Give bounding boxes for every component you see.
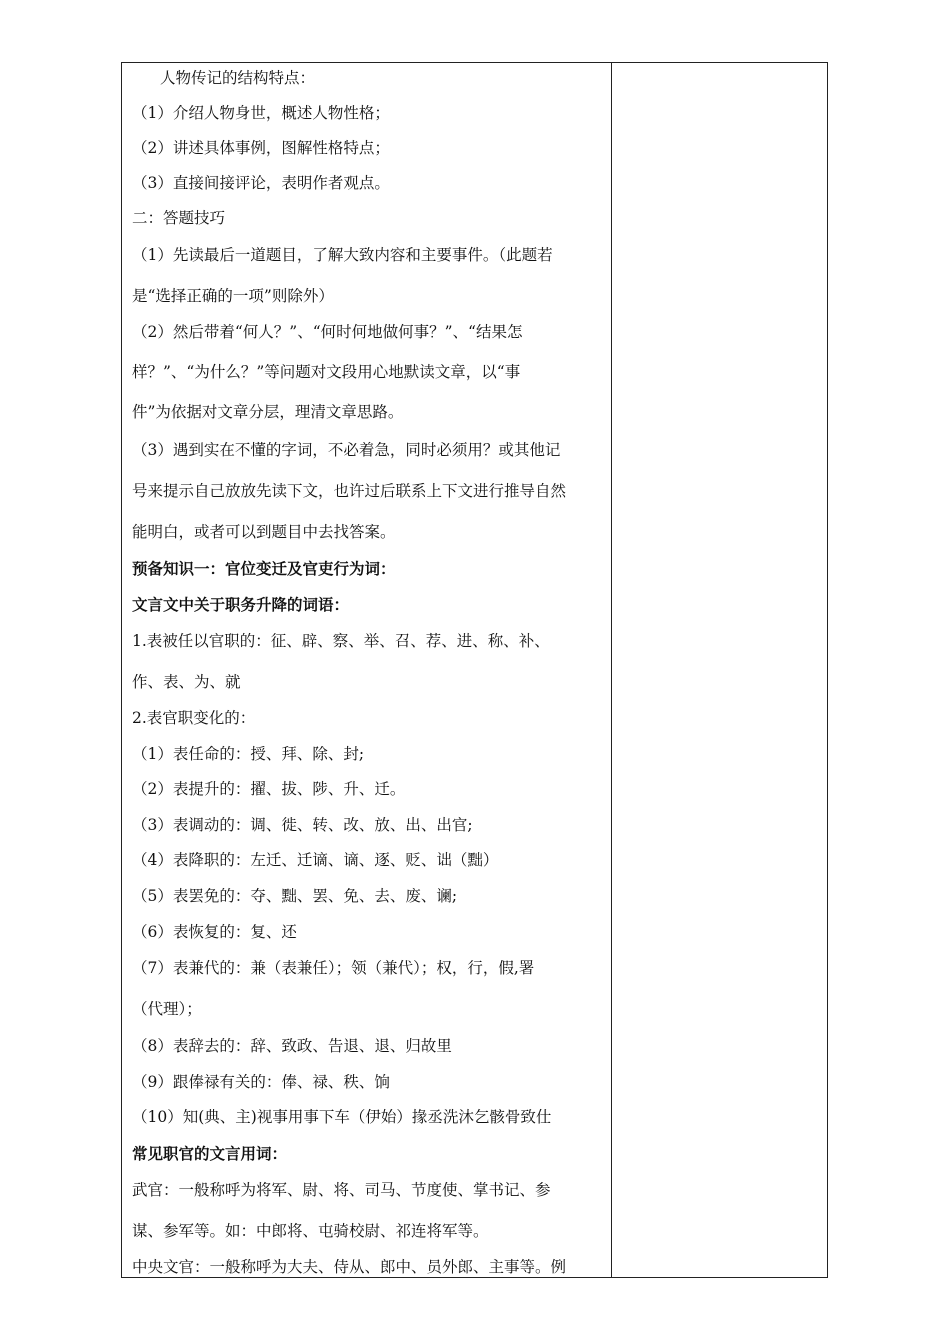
text-line: 中央文官：一般称呼为大夫、侍从、郎中、员外郎、主事等。例 [132, 1258, 567, 1276]
text-line: （3）遇到实在不懂的字词，不必着急，同时必须用？或其他记 [132, 441, 561, 459]
text-line: 号来提示自己放放先读下文，也许过后联系上下文进行推导自然 [132, 482, 567, 500]
text-line: 样？”、“为什么？”等问题对文段用心地默读文章，以“事 [132, 363, 521, 381]
text-line: 武官：一般称呼为将军、尉、将、司马、节度使、掌书记、参 [132, 1181, 551, 1199]
text-line: 是“选择正确的一项”则除外） [132, 287, 334, 305]
text-line: （10）知(典、主)视事用事下车（伊始）掾丞洗沐乞骸骨致仕 [132, 1108, 552, 1126]
text-line: （6）表恢复的：复、还 [132, 923, 297, 941]
text-line: （2）表提升的：擢、拔、陟、升、迁。 [132, 780, 406, 798]
text-line: （7）表兼代的：兼（表兼任）；领（兼代）；权，行，假,署 [132, 959, 535, 977]
text-line: （4）表降职的：左迁、迁谪、谪、逐、贬、诎（黜） [132, 851, 499, 869]
text-line: （1）介绍人物身世，概述人物性格； [132, 104, 390, 122]
text-line: 1.表被任以官职的：征、辟、察、举、召、荐、进、称、补、 [132, 632, 550, 650]
text-line: 人物传记的结构特点： [160, 69, 316, 87]
text-line: （代理）； [132, 1000, 202, 1018]
text-line: 件”为依据对文章分层，理清文章思路。 [132, 403, 404, 421]
text-line: （3）直接间接评论，表明作者观点。 [132, 174, 390, 192]
text-line: 2.表官职变化的： [132, 709, 256, 727]
text-line: （1）表任命的：授、拜、除、封; [132, 745, 365, 763]
text-line: （9）跟俸禄有关的：俸、禄、秩、饷 [132, 1073, 390, 1091]
text-line: 谋、参军等。如：中郎将、屯骑校尉、祁连将军等。 [132, 1222, 489, 1240]
section-heading: 常见职官的文言用词： [132, 1145, 288, 1163]
text-line: （2）讲述具体事例，图解性格特点； [132, 139, 390, 157]
text-line: （2）然后带着“何人？”、“何时何地做何事？”、“结果怎 [132, 323, 523, 341]
column-divider [611, 62, 612, 1278]
text-line: （5）表罢免的：夺、黜、罢、免、去、废、谰; [132, 887, 458, 905]
text-line: （1）先读最后一道题目，了解大致内容和主要事件。（此题若 [132, 246, 553, 264]
text-line: （3）表调动的：调、徙、转、改、放、出、出官; [132, 816, 473, 834]
text-line: （8）表辞去的：辞、致政、告退、退、归故里 [132, 1037, 452, 1055]
section-heading: 预备知识一：官位变迁及官吏行为词： [132, 560, 396, 578]
text-line: 能明白，或者可以到题目中去找答案。 [132, 523, 396, 541]
text-line: 作、表、为、就 [132, 673, 241, 691]
text-line: 二：答题技巧 [132, 209, 226, 227]
section-heading: 文言文中关于职务升降的词语： [132, 596, 350, 614]
